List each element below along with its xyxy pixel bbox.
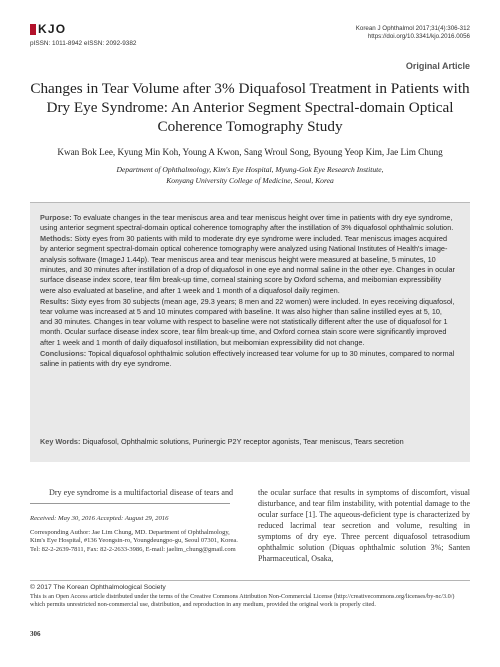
abstract-label: Results: [40, 296, 69, 306]
abstract-text: To evaluate changes in the tear meniscus area and tear meniscus height over time in patients with dry eye syndrome, using anterior segment spectral-domain optical coherence tomography after the instillation of 3% diquafosol ophthalmic solution. [40, 213, 454, 233]
copyright-line: © 2017 The Korean Ophthalmological Society [30, 584, 166, 591]
keywords-text: Diquafosol, Ophthalmic solutions, Purinergic P2Y receptor agonists, Tear meniscus, Tears secretion [82, 437, 404, 446]
page-number: 306 [30, 630, 41, 638]
abstract-results [40, 297, 456, 348]
journal-citation: Korean J Ophthalmol 2017;31(4):306-312 [355, 25, 470, 32]
affiliation-line: Department of Ophthalmology, Kim's Eye Hospital, Myung-Gok Eye Research Institute, [116, 165, 384, 174]
article-title: Changes in Tear Volume after 3% Diquafosol Treatment in Patients with Dry Eye Syndrome: An Anterior Segment Spectral-domain Optical Coherence Tomography Study [30, 80, 470, 135]
abstract-purpose [40, 213, 456, 234]
doi-link[interactable]: https://doi.org/10.3341/kjo.2016.0056 [367, 33, 470, 40]
copyright-divider [30, 580, 470, 581]
logo-mark-icon [30, 24, 36, 35]
article-type: Original Article [405, 61, 470, 71]
abstract-body [40, 213, 456, 370]
intro-right-column: the ocular surface that results in symptoms of discomfort, visual disturbance, and tear film instability, with potential damage to the ocular surface [1]. The aqueous-deficient type is characterized by reduced lacrimal tear secretion and volume, resulting in symptoms of dry eye. Three percent diquafosol tetrasodium ophthalmic solution (Diquas ophthalmic solution 3%; Santen Pharmaceutical, Osaka, [258, 488, 470, 563]
affiliation [30, 165, 470, 186]
affiliation-line: Konyang University College of Medicine, Seoul, Korea [166, 175, 334, 185]
journal-logo [30, 22, 66, 36]
abstract-box [30, 202, 470, 462]
abstract-text: Sixty eyes from 30 subjects (mean age, 29.3 years; 8 men and 22 women) were included. In eyes receiving diquafosol, tear volume was increased at 5 and 10 minutes compared with baseline. It was also higher than saline instilled eyes at 5, 10, and 30 minutes. Changes in tear volume with respect to baseline were not statistically different after the use of diquafosol for 1 month. Ocular surface disease index score, tear film break-up time, and Oxford cornea stain score were significantly improved after 1 week and 1 month of daily diquafosol instillation, but meibomian expressibility did not change. [40, 296, 455, 347]
logo-text: KJO [38, 22, 67, 36]
keywords [40, 437, 456, 447]
journal-info [356, 25, 470, 41]
corresponding-author: Corresponding Author: Jae Lim Chung, MD. Department of Ophthalmology, Kim's Eye Hospital, #136 Yeongsin-ro, Youngdeungpo-gu, Seoul 07301, Korea. Tel: 82-2-2639-7811, Fax: 82-2-2633-3986, E-mail: jaelim_chung@gmail.com [30, 529, 238, 553]
intro-left-text: Dry eye syndrome is a multifactorial disease of tears and [49, 488, 234, 497]
abstract-methods [40, 234, 456, 296]
received-dates: Received: May 30, 2016 Accepted: August 29, 2016 [30, 515, 169, 522]
abstract-text: Topical diquafosol ophthalmic solution effectively increased tear volume for up to 30 minutes, compared to normal saline in patients with dry eye syndrome. [40, 348, 455, 368]
abstract-text: Sixty eyes from 30 patients with mild to moderate dry eye syndrome were included. Tear meniscus images acquired by anterior segment spectral-domain optical coherence tomography were analyzed using National Institutes of Health's image-analysis software (ImageJ 1.44p). Tear meniscus area and tear meniscus height were measured at baseline, 5 minutes, 10 minutes, and 30 minutes after instillation of a drop of diquafosol in one eye and normal saline in the other eye. Changes in ocular surface disease index score, tear film break-up time, corneal staining score by Oxford schema, and meibomian expressibility were also evaluated at baseline, and after 1 week and 1 month of a diquafosol daily regimen. [40, 234, 455, 295]
author-list: Kwan Bok Lee, Kyung Min Koh, Young A Kwon, Sang Wroul Song, Byoung Yeop Kim, Jae Lim Chung [57, 147, 443, 157]
abstract-label: Methods: [40, 234, 73, 244]
issn-line: pISSN: 1011-8942 eISSN: 2092-9382 [30, 40, 137, 47]
keywords-label: Key Words: [40, 437, 81, 446]
abstract-conclusions [40, 349, 456, 370]
license-text: This is an Open Access article distributed under the terms of the Creative Commons Attribution Non-Commercial License (http://creativecommons.org/licenses/by-nc/3.0/) which permits unrestricted non-commercial use, distribution, and reproduction in any medium, provided the original work is properly cited. [30, 593, 455, 608]
abstract-label: Purpose: [40, 213, 72, 222]
footnote-divider [30, 503, 230, 504]
abstract-label: Conclusions: [40, 348, 87, 358]
